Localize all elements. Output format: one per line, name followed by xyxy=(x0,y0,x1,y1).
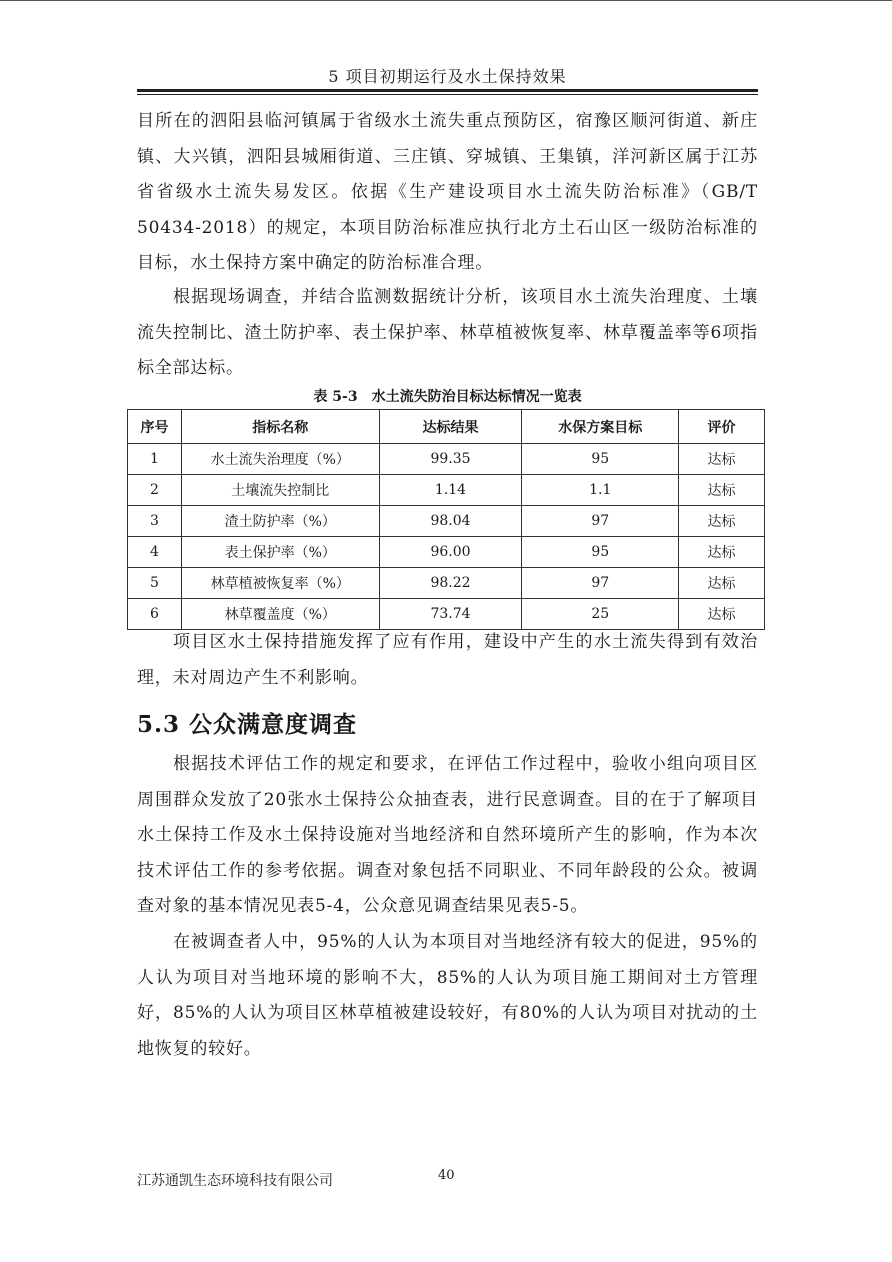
cell-target: 95 xyxy=(522,537,679,568)
cell-target: 97 xyxy=(522,568,679,599)
cell-indicator: 表土保护率（%） xyxy=(181,537,379,568)
cell-indicator: 林草覆盖度（%） xyxy=(181,599,379,630)
running-header: 5 项目初期运行及水土保持效果 xyxy=(328,67,567,86)
col-header-indicator: 指标名称 xyxy=(181,410,379,444)
page-top-edge xyxy=(0,0,892,1)
table-row xyxy=(128,475,765,506)
cell-index: 5 xyxy=(128,568,182,599)
cell-evaluation: 达标 xyxy=(679,444,765,475)
section-heading: 5.3 公众满意度调查 xyxy=(137,711,358,738)
indicators-table xyxy=(127,409,765,630)
cell-indicator: 水土流失治理度（%） xyxy=(181,444,379,475)
cell-indicator: 林草植被恢复率（%） xyxy=(181,568,379,599)
cell-target: 25 xyxy=(522,599,679,630)
cell-index: 2 xyxy=(128,475,182,506)
cell-index: 3 xyxy=(128,506,182,537)
cell-result: 1.14 xyxy=(379,475,522,506)
cell-result: 98.04 xyxy=(379,506,522,537)
paragraph-survey-results: 在被调查者人中，95%的人认为本项目对当地经济有较大的促进，95%的人认为项目对当地环境的影响不大，85%的人认为项目施工期间对土方管理好，85%的人认为项目区林草植被建设较好，有80%的人认为项目对扰动的土地恢复的较好。 xyxy=(137,932,758,1059)
cell-index: 4 xyxy=(128,537,182,568)
cell-target: 97 xyxy=(522,506,679,537)
table-row xyxy=(128,537,765,568)
footer-company: 江苏通凯生态环境科技有限公司 xyxy=(137,1173,333,1189)
cell-index: 1 xyxy=(128,444,182,475)
col-header-evaluation: 评价 xyxy=(679,410,765,444)
paragraph-prevention-zone: 目所在的泗阳县临河镇属于省级水土流失重点预防区，宿豫区顺河街道、新庄镇、大兴镇，泗阳县城厢街道、三庄镇、穿城镇、王集镇，洋河新区属于江苏省省级水土流失易发区。依据《生产建设项目水土流失防治标准》（GB/T 50434-2018）的规定，本项目防治标准应执行北方土石山区一级防治标准的目标，水土保持方案中确定的防治标准合理。 xyxy=(137,111,758,273)
cell-result: 99.35 xyxy=(379,444,522,475)
table-row xyxy=(128,506,765,537)
paragraph-survey-method: 根据技术评估工作的规定和要求，在评估工作过程中，验收小组向项目区周围群众发放了20张水土保持公众抽查表，进行民意调查。目的在于了解项目水土保持工作及水土保持设施对当地经济和自然环境所产生的影响，作为本次技术评估工作的参考依据。调查对象包括不同职业、不同年龄段的公众。被调查对象的基本情况见表5-4，公众意见调查结果见表5-5。 xyxy=(137,754,758,916)
header-rule-thick xyxy=(137,89,758,92)
col-header-index: 序号 xyxy=(128,410,182,444)
paragraph-indicators-summary: 根据现场调查，并结合监测数据统计分析，该项目水土流失治理度、土壤流失控制比、渣土防护率、表土保护率、林草植被恢复率、林草覆盖率等6项指标全部达标。 xyxy=(137,287,758,378)
col-header-target: 水保方案目标 xyxy=(522,410,679,444)
table-caption: 表 5-3 水土流失防治目标达标情况一览表 xyxy=(313,389,582,405)
col-header-result: 达标结果 xyxy=(379,410,522,444)
cell-index: 6 xyxy=(128,599,182,630)
cell-result: 98.22 xyxy=(379,568,522,599)
cell-indicator: 渣土防护率（%） xyxy=(181,506,379,537)
cell-result: 73.74 xyxy=(379,599,522,630)
cell-evaluation: 达标 xyxy=(679,599,765,630)
table-row xyxy=(128,444,765,475)
page-number: 40 xyxy=(438,1168,455,1183)
cell-result: 96.00 xyxy=(379,537,522,568)
paragraph-measures-effect: 项目区水土保持措施发挥了应有作用，建设中产生的水土流失得到有效治理，未对周边产生不利影响。 xyxy=(137,632,758,688)
table-header-row xyxy=(128,410,765,444)
table-row xyxy=(128,568,765,599)
cell-target: 1.1 xyxy=(522,475,679,506)
cell-evaluation: 达标 xyxy=(679,568,765,599)
header-rule-thin xyxy=(137,94,758,95)
cell-evaluation: 达标 xyxy=(679,475,765,506)
cell-target: 95 xyxy=(522,444,679,475)
cell-evaluation: 达标 xyxy=(679,506,765,537)
cell-evaluation: 达标 xyxy=(679,537,765,568)
cell-indicator: 土壤流失控制比 xyxy=(181,475,379,506)
